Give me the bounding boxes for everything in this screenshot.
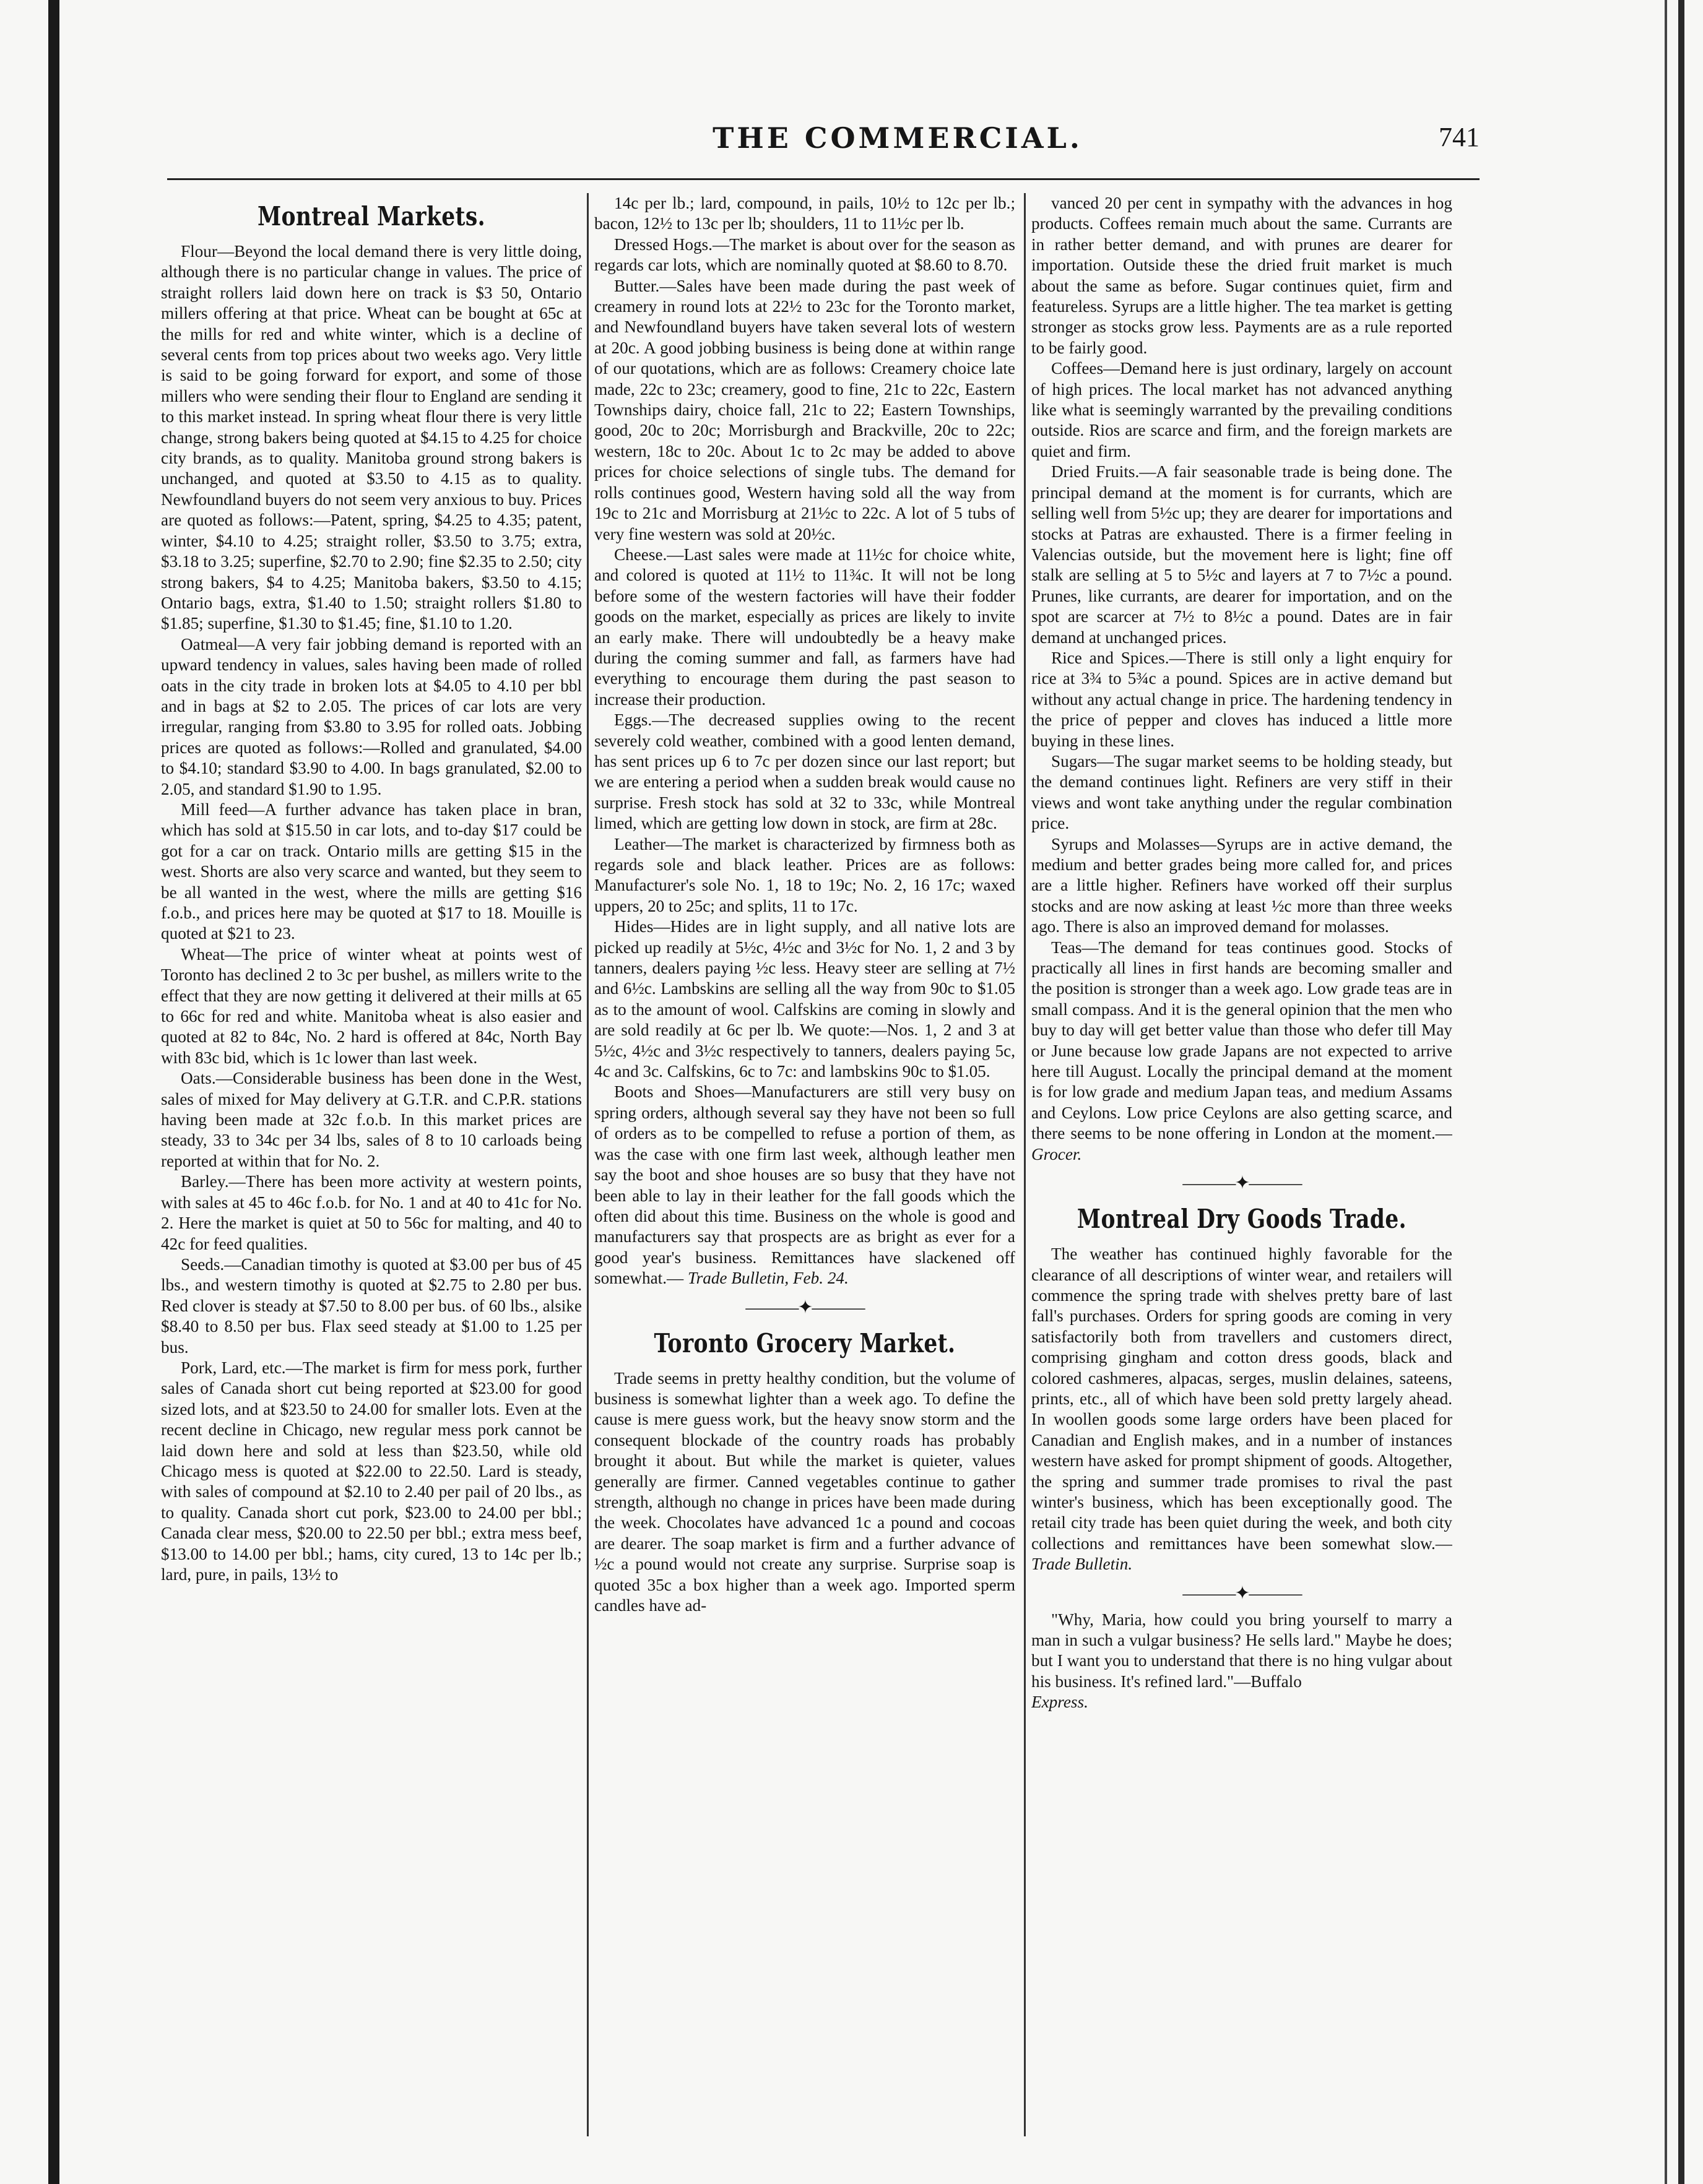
article-paragraph: Butter.—Sales have been made during the past week of creamery in round lots at 22½ to 23c for the Toronto market, and Newfoundland buyers have taken several lots of western at 20c. A good jobbing business is being done at within range of our quotations, which are as follows: Creamery choice late made, 22c to 23c; creamery, good to fine, 21c to 22c, Eastern Townships dairy, choice fall, 21c to 22; Eastern Townships, good, 20c to 20c; Morrisburgh and Brackville, 20c to 22c; western, 18c to 20c. About 1c to 2c may be added to above prices for choice selections of single tubs. The demand for rolls continues good, Western having sold all the way from 19c to 21c and Morrisburg at 21½c to 22c. A lot of 5 tubs of very fine western was sold at 20½c. [594,276,1015,543]
article-paragraph: Dressed Hogs.—The market is about over for the season as regards car lots, which are nominally quoted at $8.60 to 8.70. [594,235,1015,275]
article-paragraph: Barley.—There has been more activity at western points, with sales at 45 to 46c f.o.b. for No. 1 and at 40 to 41c for No. 2. Here the market is quiet at 50 to 56c for malting, and 40 to 42c for feed qualities. [161,1172,582,1253]
article-paragraph: Pork, Lard, etc.—The market is firm for mess pork, further sales of Canada short cut being reported at $23.00 for good sized lots, and at $23.50 to 24.00 for smaller lots. Even at the recent decline in Chicago, new regular mess pork cannot be laid down here and sold at less than $23.50, while old Chicago mess is quoted at $22.00 to 22.50. Lard is steady, with sales of compound at $2.10 to 2.40 per pail of 20 lbs., as to quality. Canada short cut pork, $23.00 to 24.00 per bbl.; Canada clear mess, $20.00 to 22.50 per bbl.; extra mess beef, $13.00 to 14.00 per bbl.; hams, city cured, 13 to 14c per lb.; lard, pure, in pails, 13½ to [161,1358,582,1584]
article-paragraph: Coffees—Demand here is just ordinary, largely on account of high prices. The local market has not advanced anything like what is seemingly warranted by the prevailing conditions outside. Rios are scarce and firm, and the foreign markets are quiet and firm. [1031,359,1452,460]
article-attribution: Trade Bulletin, Feb. 24. [688,1269,849,1288]
article-paragraph: Seeds.—Canadian timothy is quoted at $3.00 per bus of 45 lbs., and western timothy is quoted at $2.75 to 2.80 per bus. Red clover is steady at $7.50 to 8.00 per bus. of 60 lbs., alsike $8.40 to 8.50 per bus. Flax seed steady at $1.00 to 1.25 per bus. [161,1254,582,1357]
dry-goods-text: The weather has continued highly favorable for the clearance of all descriptions of winter wear, and retailers will commence the spring trade with shelves pretty bare of last fall's purchases. Orders for spring goods are coming in very satisfactorily both from travellers and customers direct, comprising gingham and cotton dress goods, black and colored cashmeres, alpacas, serges, muslin delaines, sateens, prints, etc., all of which have been sold pretty largely ahead. In woollen goods some large orders have been placed for Canadian and English makes, and in a number of instances western have asked for prompt shipment of goods. Altogether, the spring and summer trade promises to rival the past winter's business, which has been exceptionally good. The retail city trade has been quiet during the week, and both city collections and remittances have been somewhat slow.— [1031,1245,1452,1553]
article-paragraph: Flour—Beyond the local demand there is very little doing, although there is no particular change in values. The price of straight rollers laid down here on track is $3 50, Ontario millers offering at that price. Wheat can be bought at 65c at the mills for red and white winter, which is a decline of several cents from top prices about two weeks ago. Very little is said to be going forward for export, and some of those millers who were sending their flour to England are sending it to this market instead. In spring wheat flour there is very little change, strong bakers being quoted at $4.15 to 4.25 for choice city brands, as to quality. Manitoba ground strong bakers is unchanged, and quoted at $3.50 to 4.15 as to quality. Newfoundland buyers do not seem very anxious to buy. Prices are quoted as follows:—Patent, spring, $4.25 to 4.35; patent, winter, $4.10 to 4.25; straight roller, $3.50 to 3.75; extra, $3.18 to 3.25; superfine, $2.70 to 2.90; fine $2.35 to 2.50; city strong bakers, $4 to 4.25; Manitoba bakers, $3.50 to 4.15; Ontario bags, extra, $1.40 to 1.50; straight rollers $1.80 to $1.85; superfine, $1.30 to $1.45; fine, $1.10 to 1.20. [161,242,582,633]
column-two [594,193,1015,2173]
quote-text: "Why, Maria, how could you bring yourself to marry a man in such a vulgar business? He sells lard." Maybe he does; but I want you to understand that there is no hing vulgar about his business. It's refined lard."—Buffalo [1031,1610,1452,1691]
quote-paragraph [1031,1610,1452,1713]
article-paragraph [594,1082,1015,1288]
quote-block [1031,1610,1452,1713]
article-paragraph: Leather—The market is characterized by firmness both as regards sole and black leather. Prices are as follows: Manufacturer's sole No. 1, 18 to 19c; No. 2, 16 17c; waxed uppers, 20 to 25c; and splits, 11 to 17c. [594,834,1015,915]
article-paragraph: Rice and Spices.—There is still only a light enquiry for rice at 3¾ to 5¾c a pound. Spices are in active demand but without any actual change in price. The hardening tendency in the price of pepper and cloves has induced a little more buying in these lines. [1031,648,1452,750]
article-paragraph: Wheat—The price of winter wheat at points west of Toronto has declined 2 to 3c per bushel, as millers write to the effect that they are now getting it delivered at their mills at 65 to 66c for red and white. Manitoba wheat is also easier and quoted at 82 to 84c, No. 2 hard is offered at 84c, North Bay with 83c bid, which is 1c lower than last week. [161,944,582,1067]
section-ornament: ———✦——— [745,1297,864,1318]
page-number: 741 [1439,122,1480,152]
column-divider [1024,193,1026,2136]
article-paragraph: Dried Fruits.—A fair seasonable trade is being done. The principal demand at the moment is for currants, which are selling well from 5½c up; they are dearer for importations and stocks at Patras are exhausted. There is a firmer feeling in Valencias outside, but the movement here is light; fine off stalk are selling at 5 to 5½c and layers at 7 to 7½c a pound. Prunes, like currants, are dearer for importation, and on the spot are scarcer at 7½ to 8½c a pound. Dates are in fair demand at unchanged prices. [1031,462,1452,647]
article-paragraph: Cheese.—Last sales were made at 11½c for choice white, and colored is quoted at 11½ to 11¾c. It will not be long before some of the western factories will have their fodder goods on the market, especially as prices are likely to invite an early make. There will undoubtedly be a heavy make during the coming summer and fall, as farmers have had everything to encourage them during the past season to increase their production. [594,545,1015,709]
quote-attribution: Express. [1031,1693,1088,1712]
article-paragraph: Sugars—The sugar market seems to be holding steady, but the demand continues light. Refiners are very stiff in their views and wont take anything under the regular combination price. [1031,751,1452,833]
header-rule [167,178,1480,180]
column-three [1031,193,1452,2173]
dry-goods-title: Montreal Dry Goods Trade. [1077,1204,1407,1235]
article-attribution: Grocer. [1031,1144,1082,1163]
article-paragraph [1031,938,1452,1165]
teas-text: Teas—The demand for teas continues good. Stocks of practically all lines in first hands are becoming smaller and the position is stronger than a week ago. Low grade teas are in small compass. And it is the general opinion that the men who buy to day will get better value than those who defer till May or June because low grade Japans are not expected to arrive here till August. Locally the principal demand at the moment is for low grade and medium Japan teas, and medium Assams and Ceylons. Low price Ceylons are also getting scarce, and there seems to be none offering in London at the moment.— [1031,938,1452,1143]
article-paragraph: 14c per lb.; lard, compound, in pails, 10½ to 12c per lb.; bacon, 12½ to 13c per lb; shoulders, 11 to 11½c per lb. [594,194,1015,233]
page-edge-left [48,0,59,2184]
article-paragraph: Trade seems in pretty healthy condition, but the volume of business is somewhat lighter than a week ago. To define the cause is mere guess work, but the heavy snow storm and the consequent blockade of the country roads has probably brought it about. But while the market is quieter, values generally are firmer. Canned vegetables continue to gather strength, although no change in prices have been made during the week. Chocolates have advanced 1c a pound and cocoas are dearer. The soap market is firm and a further advance of ½c a pound would not create any surprise. Surprise soap is quoted 35c a box higher than a week ago. Imported sperm candles have ad- [594,1368,1015,1615]
article-paragraph: vanced 20 per cent in sympathy with the advances in hog products. Coffees remain much about the same. Currants are in rather better demand, and with prunes are dearer for importation. Outside these the dried fruit market is much about the same as before. Sugar continues quiet, firm and featureless. Syrups are a little higher. The tea market is getting stronger as stocks grow less. Payments are as a rule reported to be fairly good. [1031,194,1452,357]
article-paragraph: Syrups and Molasses—Syrups are in active demand, the medium and better grades being more called for, and prices are a little higher. Refiners have worked off their surplus stocks and are now asking at least ½c more than three weeks ago. There is also an improved demand for molasses. [1031,834,1452,936]
article-attribution: Trade Bulletin. [1031,1555,1133,1574]
montreal-markets-title: Montreal Markets. [257,201,486,231]
article-paragraph [1031,1244,1452,1575]
masthead-title: THE COMMERCIAL. [713,121,1083,155]
boots-shoes-text: Boots and Shoes—Manufacturers are still very busy on spring orders, although several say they have not been so full of orders as to be compelled to refuse a portion of them, as was the case with one firm last week, although leather men say the boot and shoe houses are so busy that they have not been able to lay in their leather for the fall goods which the often did about this time. Business on the whole is good and manufacturers say that prospects are as bright as ever for a good year's business. Remittances have slackened off somewhat.— [594,1082,1015,1288]
page-edge-right [1678,0,1684,2184]
section-ornament: ———✦——— [1182,1582,1301,1603]
column-one [161,193,582,2173]
article-paragraph: Hides—Hides are in light supply, and all native lots are picked up readily at 5½c, 4½c and 3½c for No. 1, 2 and 3 by tanners, dealers paying ½c less. Heavy steer are selling at 7½ and 6½c. Lambskins are selling all the way from 90c to $1.05 as to the amount of wool. Calfskins are coming in slowly and are sold readily at 6c per lb. We quote:—Nos. 1, 2 and 3 at 5½c, 4½c and 3½c respectively to tanners, dealers paying 5c, 4c and 3c. Calfskins, 6c to 7c: and lambskins 90c to $1.05. [594,917,1015,1081]
page-edge-right-inner [1665,0,1667,2184]
column-divider [587,193,589,2136]
article-paragraph: Oatmeal—A very fair jobbing demand is reported with an upward tendency in values, sales having been made of rolled oats in the city trade in broken lots at $4.05 to 4.10 per bbl and in bags at $2 to 2.05. The prices of car lots are very irregular, ranging from $3.80 to 3.95 for rolled oats. Jobbing prices are quoted as follows:—Rolled and granulated, $4.00 to $4.10; standard $3.90 to 4.00. In bags granulated, $2.00 to 2.05, and standard $1.90 to 1.95. [161,634,582,798]
article-paragraph: Mill feed—A further advance has taken place in bran, which has sold at $15.50 in car lots, and to-day $17 could be got for a car on track. Ontario mills are getting $15 in the west. Shorts are also very scarce and wanted, but they seem to be all wanted in the west, where the mills are getting $16 f.o.b., and prices here may be quoted at $17 to 18. Mouille is quoted at $21 to 23. [161,800,582,943]
article-paragraph: Oats.—Considerable business has been done in the West, sales of mixed for May delivery at G.T.R. and C.P.R. stations having been made at 32c f.o.b. In this market prices are steady, 33 to 34c per 34 lbs, sales of 8 to 10 carloads being reported at within that for No. 2. [161,1069,582,1170]
toronto-grocery-title: Toronto Grocery Market. [654,1327,956,1358]
article-paragraph: Eggs.—The decreased supplies owing to the recent severely cold weather, combined with a good lenten demand, has sent prices up 6 to 7c per dozen since our last report; but we are entering a period when a sudden break would cause no surprise. Fresh stock has sold at 32 to 33c, while Montreal limed, which are getting low down in stock, are firm at 28c. [594,710,1015,833]
section-ornament: ———✦——— [1182,1173,1301,1194]
